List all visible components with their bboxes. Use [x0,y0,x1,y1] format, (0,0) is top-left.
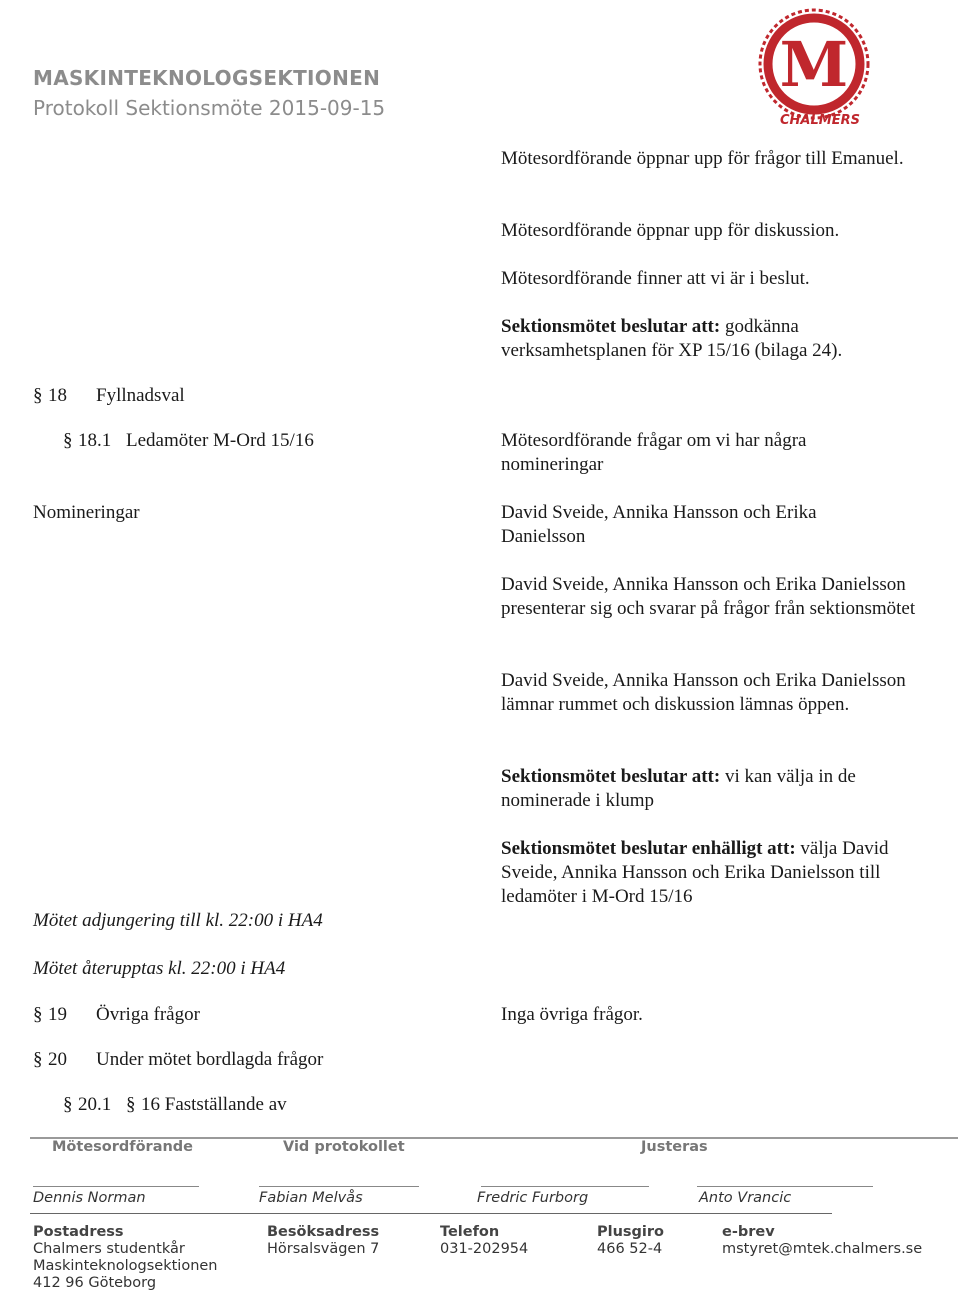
postadress-line: Maskinteknologsektionen [33,1258,218,1274]
section-19-number: 19 [48,1004,67,1025]
adjourn-note: Mötet adjungering till kl. 22:00 i HA4 [33,910,323,931]
resume-note: Mötet återupptas kl. 22:00 i HA4 [33,958,286,979]
signature-name: Fredric Furborg [477,1190,589,1206]
signature-name: Dennis Norman [33,1190,146,1206]
paragraph-symbol: § [63,1094,73,1115]
paragraph-symbol: § [33,1049,43,1070]
postadress-label: Postadress [33,1224,124,1240]
telefon-value: 031-202954 [440,1241,529,1257]
signature-head-adjusters: Justeras [641,1139,708,1155]
telefon-label: Telefon [440,1224,500,1240]
ebrev-value: mstyret@mtek.chalmers.se [722,1241,923,1257]
plusgiro-value: 466 52-4 [597,1241,663,1257]
paragraph-decision: Mötesordförande finner att vi är i beslut. [501,268,810,289]
postadress-line: Chalmers studentkår [33,1241,185,1257]
section-19-title: Övriga frågor [96,1004,200,1025]
section-18-1-number: 18.1 [78,430,112,451]
section-logo [752,6,876,130]
address-divider [30,1213,832,1214]
section-18-1-title: Ledamöter M-Ord 15/16 [126,430,314,451]
decision-verksamhetsplan [501,315,851,363]
section-20-1-number: 20.1 [78,1094,112,1115]
signature-line [33,1186,199,1187]
signature-line [259,1186,419,1187]
paragraph-symbol: § [126,1094,136,1115]
decision-text: vi kan välja in de nominerade i klump [501,766,856,811]
signature-line [481,1186,649,1187]
section-19-text: Inga övriga frågor. [501,1004,643,1025]
decision-elected [501,837,933,909]
nominations-label: Nomineringar [33,502,140,523]
signature-name: Fabian Melvås [259,1190,363,1206]
plusgiro-label: Plusgiro [597,1224,665,1240]
section-18-number: 18 [48,385,67,406]
postadress-line: 412 96 Göteborg [33,1275,157,1291]
logo-letter: M [779,28,849,101]
paragraph-symbol: § [33,1004,43,1025]
postadress-value [33,1241,218,1292]
decision-label: Sektionsmötet beslutar enhälligt att: [501,838,796,859]
ebrev-label: e-brev [722,1224,775,1240]
section-18-heading [33,384,43,408]
section-20-title: Under mötet bordlagda frågor [96,1049,324,1070]
paragraph-symbol: § [63,430,73,451]
logo-text: CHALMERS [780,113,860,128]
besoksadress-label: Besöksadress [267,1224,380,1240]
signature-line [697,1186,873,1187]
paragraph-symbol: § [33,385,43,406]
paragraph-nominees: David Sveide, Annika Hansson och Erika Danielsson [501,502,817,547]
decision-label: Sektionsmötet beslutar att: [501,316,721,337]
protocol-title: Protokoll Sektionsmöte 2015-09-15 [33,96,386,120]
paragraph-presentation: David Sveide, Annika Hansson och Erika Danielsson presenterar sig och svarar på frågor från sektionsmötet [501,574,916,619]
section-20-number: 20 [48,1049,67,1070]
signature-name: Anto Vrancic [699,1190,792,1206]
paragraph-nominations-ask: Mötesordförande frågar om vi har några nomineringar [501,430,807,475]
section-20-1-title: 16 Fastställande av [141,1094,287,1115]
besoksadress-value: Hörsalsvägen 7 [267,1241,380,1257]
section-18-title: Fyllnadsval [96,385,185,406]
section-name: MASKINTEKNOLOGSEKTIONEN [33,66,381,90]
signature-head-chair: Mötesordförande [52,1139,194,1155]
decision-label: Sektionsmötet beslutar att: [501,766,721,787]
signature-head-secretary: Vid protokollet [283,1139,405,1155]
paragraph-discussion: Mötesordförande öppnar upp för diskussion. [501,220,840,241]
decision-klump [501,765,901,813]
decision-text: godkänna verksamhetsplanen för XP 15/16 (bilaga 24). [501,316,843,361]
decision-text: välja David Sveide, Annika Hansson och Erika Danielsson till ledamöter i M-Ord 15/16 [501,838,889,907]
paragraph-leave-room: David Sveide, Annika Hansson och Erika Danielsson lämnar rummet och diskussion lämnas öppen. [501,670,906,715]
paragraph-questions: Mötesordförande öppnar upp för frågor till Emanuel. [501,148,904,169]
